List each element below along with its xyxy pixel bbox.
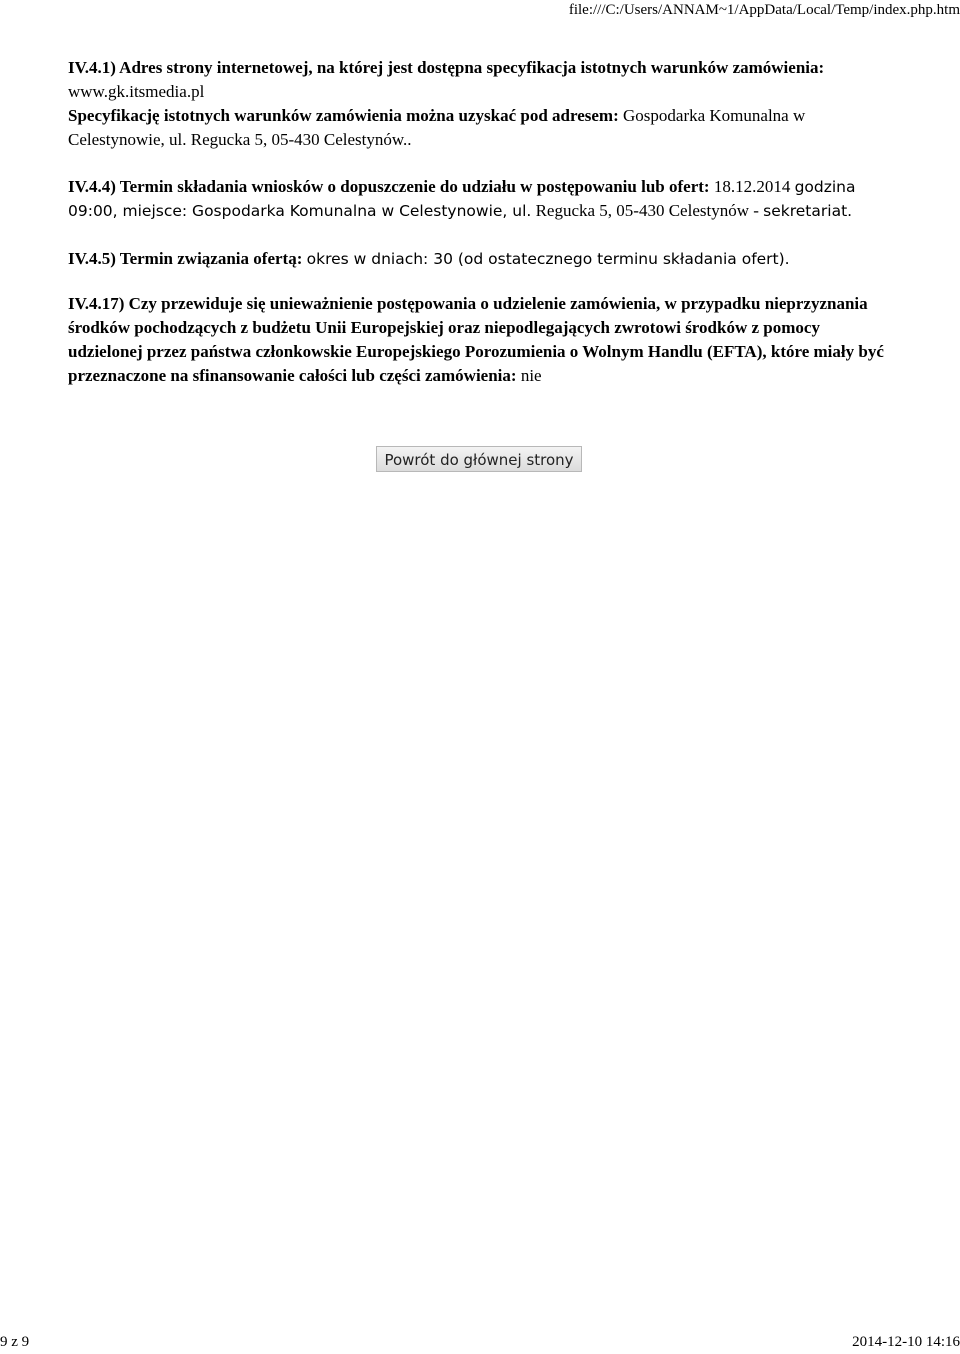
submission-deadline-details: godzina 09:00, miejsce: Gospodarka Komunalna w Celestynowie, ul. [68, 178, 856, 220]
section-iv-4-4 [68, 175, 898, 223]
specification-url-value: www.gk.itsmedia.pl [68, 82, 205, 101]
print-footer-page-number: 9 z 9 [0, 1334, 30, 1350]
submission-deadline-address: Regucka 5, 05-430 Celestynów - [535, 201, 759, 220]
specification-url-label: IV.4.1) Adres strony internetowej, na której jest dostępna specyfikacja istotnych warunków zamówienia: [68, 58, 825, 77]
cancellation-question-value: nie [520, 366, 542, 385]
back-to-main-page-button[interactable]: Powrót do głównej strony [376, 446, 582, 472]
section-iv-4-17 [68, 292, 898, 388]
submission-deadline-label: IV.4.4) Termin składania wniosków o dopuszczenie do udziału w postępowaniu lub ofert: [68, 177, 710, 196]
back-button-wrapper [0, 446, 960, 472]
section-iv-4-5 [68, 247, 898, 271]
binding-period-value: okres w dniach: 30 (od ostatecznego terminu składania ofert). [306, 250, 790, 268]
cancellation-question-label: IV.4.17) Czy przewiduje się unieważnienie postępowania o udzielenie zamówienia, w przypadku nieprzyznania środków pochodzących z budżetu Unii Europejskiej oraz niepodlegających zwrotowi środków z pomocy udzielonej przez państwa członkowskie Europejskiego Porozumienia o Wolnym Handlu (EFTA), które miały być przeznaczone na sfinansowanie całości lub części zamówienia: [68, 294, 884, 385]
specification-address-label: Specyfikację istotnych warunków zamówienia można uzyskać pod adresem: [68, 106, 619, 125]
print-footer-datetime: 2014-12-10 14:16 [852, 1334, 960, 1350]
specification-address-value: Gospodarka Komunalna w Celestynowie, ul. Regucka 5, 05-430 Celestynów.. [68, 106, 806, 149]
submission-deadline-place: sekretariat. [763, 202, 853, 220]
print-header-url: file:///C:/Users/ANNAM~1/AppData/Local/Temp/index.php.htm [568, 2, 960, 18]
section-iv-4-1 [68, 56, 898, 152]
submission-deadline-date: 18.12.2014 [713, 177, 791, 196]
document-content [68, 56, 898, 388]
binding-period-label: IV.4.5) Termin związania ofertą: [68, 249, 303, 268]
